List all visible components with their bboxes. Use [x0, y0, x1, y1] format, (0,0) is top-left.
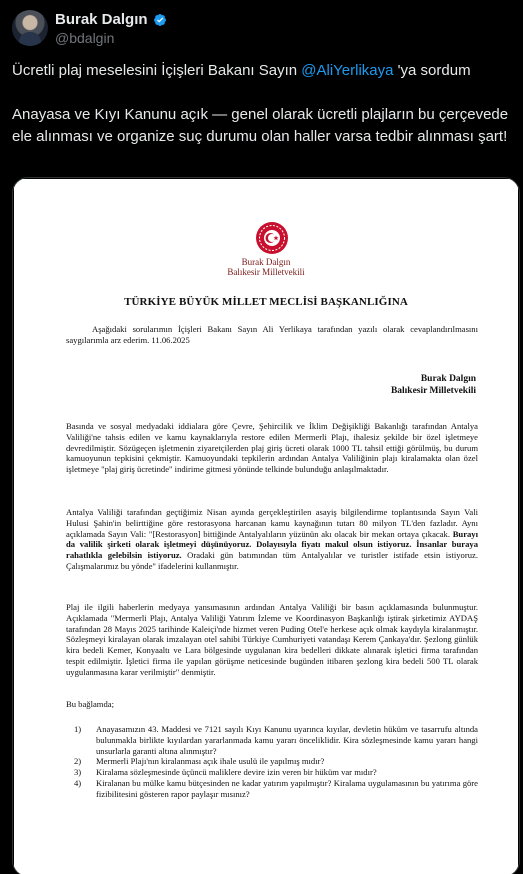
question-item — [66, 756, 478, 767]
document-page — [14, 179, 518, 874]
mention-link[interactable]: @AliYerlikaya — [301, 62, 394, 79]
document-paragraph-1: Basında ve sosyal medyadaki iddialara göre Çevre, Şehircilik ve İklim Değişikliği Bakanlığı tarafından Antalya Valiliği'ne tahsis edilen ve kamu kaynaklarıyla restore edilen Mermerli Plajı, ihalesiz şekilde bir özel işletmeye devredilmiştir. Sözügeçen işletmenin ziyaretçilerden plaj giriş ücreti olarak 1000 TL tahsil ettiği görülmüş, bu durum kamuoyunun tepkisini çekmiştir. Kamuoyundaki tepkilerin ardından Antalya Valiliğinin plajı kiralamakta olan özel işletmeye "plaj giriş ücretinde" indirime gitmesi yönünde telkinde bulunduğu anlaşılmaktadır. — [66, 421, 478, 475]
document-paragraph-3: Plaj ile ilgili haberlerin medyaya yansımasının ardından Antalya Valiliği bir basın açıklamasında bulunmuştur. Açıklamada "Mermerli Plajı, Antalya Valiliği Yatırım İzleme ve Koordinasyon Başkanlığı iştirak şirketimiz AYDAŞ tarafından 28 Mayıs 2025 tarihinde Kaleiçi'nde hizmet veren Puding Otel'e herkese açık olmak kaydıyla kiralanmıştır. Sözleşmeyi kiralayan olarak imzalayan otel sahibi Türkiye Cumhuriyeti vatandaşı Kerem Çankaya'dır. Şezlong günlük kira bedeli Kemer, Konyaaltı ve Lara bölgesinde uygulanan kira bedelleri dikkate alınarak işletici firma tarafından tespit edilmiştir. İşletici firma ile yapılan görüşme neticesinde bugünden itibaren şezlong kira bedeli 500 TL olarak uygulanmasına karar verilmiştir" denmiştir. — [66, 602, 478, 677]
sender-name: Burak Dalgın — [241, 257, 291, 267]
verified-badge-icon — [153, 13, 167, 27]
signature-name: Burak Dalgın — [420, 374, 476, 384]
signature-title: Balıkesir Milletvekili — [390, 386, 476, 396]
tweet-text-part: 'ya sordum — [393, 62, 471, 79]
question-item — [66, 724, 478, 756]
paragraph-text: Antalya Valiliği tarafından geçtiğimiz Nisan ayında gerçekleştirilen asayiş bilgilendirme toplantısında Sayın Vali Hulusi Şahin'in belirttiğine göre restorasyona harcanan kamu kaynağının tutarı 80 milyon TL'den fazladır. Aynı açıklamada Sayın Vali: "[Restorasyon] bittiğinde Antalyalıların yüzünün akı olacak bir mekan ortaya çıkacak. — [66, 507, 478, 539]
author-handle[interactable]: @bdalgin — [55, 30, 115, 46]
sender-title: Balıkesir Milletvekili — [227, 267, 305, 277]
question-number: 3) — [74, 767, 82, 778]
question-number: 1) — [74, 724, 82, 734]
context-label: Bu bağlamda; — [66, 699, 114, 709]
question-item — [66, 778, 478, 800]
question-number: 2) — [74, 756, 82, 767]
paragraph-bold-quote: Burayı da valilik şirketi olarak işletmeyi düşünüyoruz. Dolayısıyla fiyatı makul olsun istiyoruz. İnsanlar buraya rahatlıkla gelebilsin istiyoruz. — [66, 528, 478, 561]
attached-document-image[interactable] — [12, 177, 520, 874]
question-item — [66, 767, 478, 778]
document-paragraph-2 — [66, 507, 478, 572]
tweet-line-2: Anayasa ve Kıyı Kanunu açık — genel olarak ücretli plajların bu çerçevede ele alınması ve organize suç durumu olan haller varsa tedbir alınması şart! — [12, 106, 509, 145]
avatar[interactable] — [12, 10, 48, 46]
tweet-text — [12, 60, 512, 148]
tweet-text-part: Ücretli plaj meselesini İçişleri Bakanı Sayın — [12, 62, 302, 79]
document-intro: Aşağıdaki sorularımın İçişleri Bakanı Sayın Ali Yerlikaya tarafından yazılı olarak cevaplandırılmasını saygılarımla arz ederim. 11.06.2025 — [66, 324, 478, 345]
question-number: 4) — [74, 777, 82, 788]
question-text: Anayasamızın 43. Maddesi ve 7121 sayılı Kıyı Kanunu uyarınca kıyılar, devletin hüküm ve tasarrufu altında bulunmakla birlikte kıyılardan yararlanmada kamu yararı önceliklidir. Kira sözleşmesinde kamu yararı hangi unsurlarla garanti altına alınmıştır? — [96, 724, 478, 756]
author-name[interactable]: Burak Dalgın — [55, 11, 148, 28]
question-text: Mermerli Plajı'nın kiralanması açık ihale usulü ile yapılmış mıdır? — [96, 756, 325, 767]
question-text: Kiralanan bu mülke kamu bütçesinden ne kadar yatırım yapılmıştır? Kiralama uygulamasının bu yatırıma göre fizibilitesini gösteren rapor paylaşır mısınız? — [96, 777, 478, 799]
question-text: Kiralama sözleşmesinde üçüncü maliklere devire izin veren bir hüküm var mıdır? — [96, 767, 377, 778]
paragraph-text: Oradaki gün batımından tüm Antalyalılar ve turistler istifade etsin istiyoruz. Çalışmalarımız bu yönde" ifadelerini kullanmıştır. — [66, 550, 478, 571]
document-heading: TÜRKİYE BÜYÜK MİLLET MECLİSİ BAŞKANLIĞINA — [124, 296, 408, 308]
tbmm-emblem-icon — [255, 221, 289, 255]
tweet-header — [12, 10, 512, 50]
question-list — [66, 724, 478, 800]
tweet-line-1 — [12, 60, 512, 82]
